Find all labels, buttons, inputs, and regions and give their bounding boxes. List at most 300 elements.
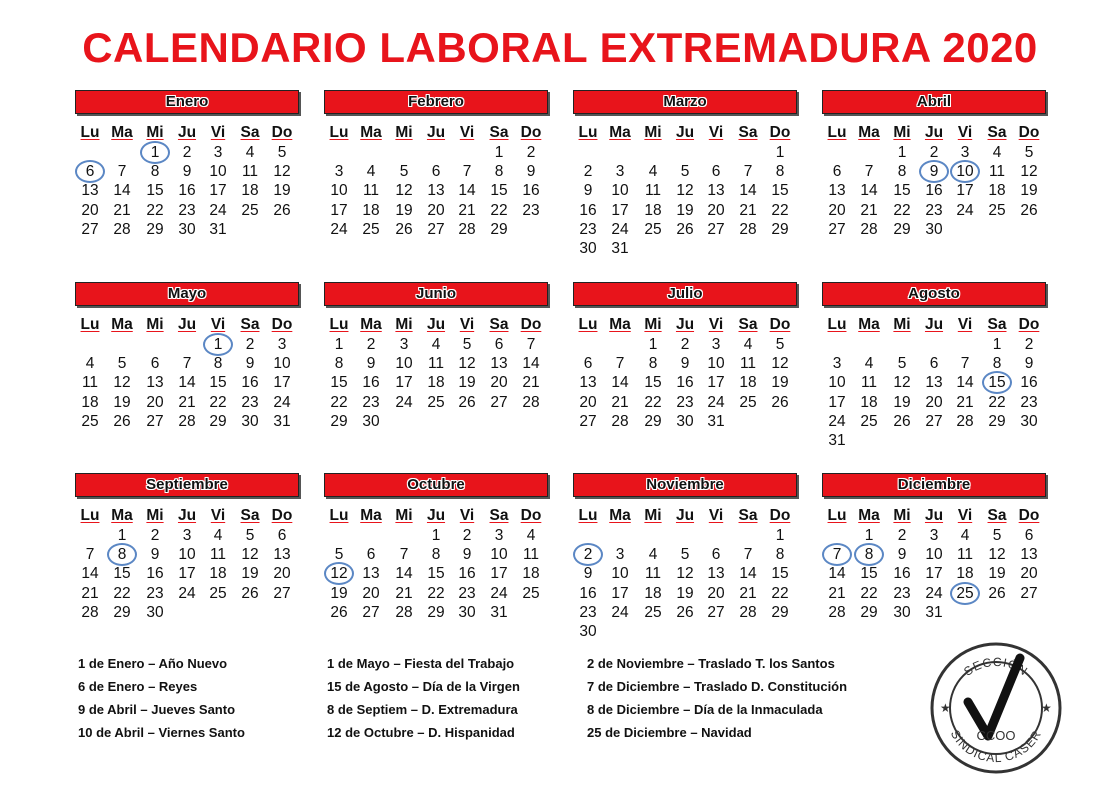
day: 7 xyxy=(864,163,874,181)
weekday-label: Ma xyxy=(609,316,631,333)
weekday-label: Sa xyxy=(987,316,1007,333)
day: 27 xyxy=(490,393,508,411)
day: 22 xyxy=(771,584,789,602)
month-octubre xyxy=(324,473,548,643)
weekday-label: Do xyxy=(271,507,293,524)
weekday-label: Lu xyxy=(80,124,100,141)
day: 9 xyxy=(462,546,472,564)
day: 25 xyxy=(362,220,380,238)
day: 10 xyxy=(707,355,725,373)
day: 2 xyxy=(245,336,255,353)
day: 30 xyxy=(241,412,259,430)
day: 1 xyxy=(334,336,344,353)
day: 21 xyxy=(860,201,878,219)
weekday-label: Mi xyxy=(146,507,164,524)
day: 14 xyxy=(828,565,846,583)
day: 11 xyxy=(644,565,662,583)
month-abril xyxy=(822,90,1046,260)
day: 12 xyxy=(458,355,476,373)
holiday-entry: 6 de Enero – Reyes xyxy=(78,679,198,694)
day: 5 xyxy=(245,527,255,544)
day: 31 xyxy=(707,412,725,430)
day: 17 xyxy=(273,374,291,392)
month-enero xyxy=(75,90,299,260)
day: 8 xyxy=(213,355,223,373)
day: 24 xyxy=(707,393,725,411)
day: 31 xyxy=(925,603,943,621)
weekday-label: Do xyxy=(769,124,791,141)
weekday-label: Lu xyxy=(827,507,847,524)
weekday-label: Lu xyxy=(329,316,349,333)
day: 22 xyxy=(427,584,445,602)
day: 12 xyxy=(893,374,911,392)
day: 15 xyxy=(893,182,911,200)
day: 8 xyxy=(431,546,441,564)
day: 3 xyxy=(615,163,625,181)
day: 18 xyxy=(241,182,259,200)
day: 29 xyxy=(893,220,911,238)
weekday-label: Mi xyxy=(395,124,413,141)
day: 14 xyxy=(178,374,196,392)
day: 1 xyxy=(775,144,785,161)
day: 7 xyxy=(743,163,753,181)
month-header xyxy=(324,473,548,497)
day: 23 xyxy=(676,393,694,411)
weekday-label: Vi xyxy=(708,316,724,333)
day: 29 xyxy=(427,603,445,621)
ccoo-stamp-logo xyxy=(928,640,1064,776)
day: 8 xyxy=(648,355,658,373)
day: 10 xyxy=(611,565,629,583)
weekday-label: Sa xyxy=(489,507,509,524)
weekday-label: Lu xyxy=(329,507,349,524)
day: 28 xyxy=(113,220,131,238)
day: 19 xyxy=(395,201,413,219)
day: 13 xyxy=(81,182,99,200)
day: 25 xyxy=(860,412,878,430)
day: 1 xyxy=(494,144,504,161)
holiday-entry: 1 de Enero – Año Nuevo xyxy=(78,656,228,671)
month-header xyxy=(324,282,548,306)
day: 4 xyxy=(648,546,658,564)
day: 28 xyxy=(739,603,757,621)
holiday-day: 15 xyxy=(982,371,1012,394)
day: 1 xyxy=(992,336,1002,353)
day: 14 xyxy=(395,565,413,583)
day: 14 xyxy=(522,355,540,373)
day: 11 xyxy=(988,163,1006,181)
weekday-label: Ma xyxy=(111,316,133,333)
day: 7 xyxy=(462,163,472,181)
page-title: CALENDARIO LABORAL EXTREMADURA 2020 xyxy=(82,24,1038,71)
day: 29 xyxy=(644,412,662,430)
day: 19 xyxy=(676,584,694,602)
day: 5 xyxy=(680,546,690,564)
month-agosto xyxy=(822,282,1046,452)
weekday-label: Vi xyxy=(459,507,475,524)
day: 18 xyxy=(956,565,974,583)
day: 22 xyxy=(893,201,911,219)
weekday-label: Vi xyxy=(708,124,724,141)
holiday-day: 8 xyxy=(854,543,884,566)
day: 27 xyxy=(925,412,943,430)
day: 15 xyxy=(330,374,348,392)
day: 10 xyxy=(330,182,348,200)
weekday-label: Sa xyxy=(738,507,758,524)
day: 22 xyxy=(860,584,878,602)
day: 6 xyxy=(366,546,376,564)
day: 3 xyxy=(615,546,625,564)
day: 27 xyxy=(362,603,380,621)
day: 2 xyxy=(462,527,472,544)
day: 1 xyxy=(897,144,907,161)
day: 9 xyxy=(583,565,593,583)
day: 10 xyxy=(273,355,291,373)
day: 25 xyxy=(209,584,227,602)
month-header xyxy=(822,282,1046,306)
day: 6 xyxy=(431,163,441,181)
day: 5 xyxy=(1024,144,1034,161)
day: 23 xyxy=(362,393,380,411)
day: 26 xyxy=(395,220,413,238)
day: 4 xyxy=(366,163,376,181)
holiday-entry: 25 de Diciembre – Navidad xyxy=(587,725,752,740)
day: 11 xyxy=(241,163,259,181)
day: 7 xyxy=(960,355,970,373)
day: 30 xyxy=(579,240,597,257)
day: 29 xyxy=(771,603,789,621)
day: 20 xyxy=(273,565,291,583)
weekday-label: Do xyxy=(1018,507,1040,524)
month-header xyxy=(573,282,797,306)
day: 31 xyxy=(828,432,846,449)
day: 29 xyxy=(113,603,131,621)
weekday-label: Lu xyxy=(827,316,847,333)
day: 31 xyxy=(273,412,291,430)
day: 4 xyxy=(431,336,441,353)
day: 17 xyxy=(956,182,974,200)
weekday-label: Do xyxy=(271,124,293,141)
day: 23 xyxy=(1020,393,1038,411)
day: 13 xyxy=(273,546,291,564)
weekday-label: Ju xyxy=(675,124,695,141)
day: 8 xyxy=(494,163,504,181)
month-name: Septiembre xyxy=(146,476,228,493)
day: 4 xyxy=(213,527,223,544)
day: 19 xyxy=(113,393,131,411)
day: 23 xyxy=(241,393,259,411)
day: 12 xyxy=(395,182,413,200)
day: 22 xyxy=(988,393,1006,411)
day: 25 xyxy=(644,603,662,621)
day: 20 xyxy=(146,393,164,411)
day: 25 xyxy=(522,584,540,602)
svg-text:CCOO: CCOO xyxy=(976,728,1016,743)
month-noviembre xyxy=(573,473,797,643)
month-name: Agosto xyxy=(908,285,960,302)
svg-text:★: ★ xyxy=(1041,701,1052,715)
day: 28 xyxy=(611,412,629,430)
day: 20 xyxy=(81,201,99,219)
day: 30 xyxy=(1020,412,1038,430)
svg-text:SINDICAL CASER: SINDICAL CASER xyxy=(947,727,1045,766)
day: 17 xyxy=(209,182,227,200)
holiday-entry: 2 de Noviembre – Traslado T. los Santos xyxy=(587,656,835,671)
day: 10 xyxy=(490,546,508,564)
weekday-label: Lu xyxy=(80,507,100,524)
day: 14 xyxy=(739,182,757,200)
day: 9 xyxy=(897,546,907,564)
day: 26 xyxy=(241,584,259,602)
weekday-label: Ju xyxy=(924,124,944,141)
day: 19 xyxy=(893,393,911,411)
day: 5 xyxy=(277,144,287,161)
day: 17 xyxy=(178,565,196,583)
holiday-entry: 8 de Septiem – D. Extremadura xyxy=(327,702,518,717)
month-febrero xyxy=(324,90,548,260)
day: 6 xyxy=(494,336,504,353)
svg-text:★: ★ xyxy=(940,701,951,715)
day: 9 xyxy=(1024,355,1034,373)
day: 22 xyxy=(113,584,131,602)
day: 13 xyxy=(707,565,725,583)
day: 2 xyxy=(583,163,593,181)
day: 25 xyxy=(739,393,757,411)
day: 3 xyxy=(182,527,192,544)
day: 18 xyxy=(209,565,227,583)
holiday-entry: 9 de Abril – Jueves Santo xyxy=(78,702,236,717)
day: 26 xyxy=(676,603,694,621)
day: 16 xyxy=(925,182,943,200)
holiday-entry: 7 de Diciembre – Traslado D. Constitución xyxy=(587,679,848,694)
day: 24 xyxy=(490,584,508,602)
day: 7 xyxy=(85,546,95,564)
weekday-label: Vi xyxy=(459,124,475,141)
day: 5 xyxy=(399,163,409,181)
day: 18 xyxy=(860,393,878,411)
day: 15 xyxy=(771,182,789,200)
day: 7 xyxy=(615,355,625,373)
weekday-label: Mi xyxy=(395,507,413,524)
month-name: Julio xyxy=(667,285,703,302)
month-header xyxy=(75,90,299,114)
day: 10 xyxy=(828,374,846,392)
day: 29 xyxy=(209,412,227,430)
weekday-label: Do xyxy=(769,507,791,524)
month-diciembre xyxy=(822,473,1046,643)
holiday-day: 10 xyxy=(950,160,980,183)
day: 30 xyxy=(458,603,476,621)
day: 12 xyxy=(273,163,291,181)
month-name: Octubre xyxy=(407,476,465,493)
day: 10 xyxy=(209,163,227,181)
weekday-label: Ma xyxy=(858,124,880,141)
day: 7 xyxy=(182,355,192,373)
day: 19 xyxy=(330,584,348,602)
day: 18 xyxy=(644,584,662,602)
weekday-label: Vi xyxy=(459,316,475,333)
day: 16 xyxy=(893,565,911,583)
day: 14 xyxy=(113,182,131,200)
day: 28 xyxy=(178,412,196,430)
weekday-label: Mi xyxy=(395,316,413,333)
day: 30 xyxy=(146,603,164,621)
day: 8 xyxy=(992,355,1002,373)
weekday-label: Ju xyxy=(924,316,944,333)
weekday-label: Vi xyxy=(957,316,973,333)
month-name: Diciembre xyxy=(897,476,971,493)
day: 3 xyxy=(929,527,939,544)
day: 26 xyxy=(676,220,694,238)
day: 16 xyxy=(522,182,540,200)
day: 4 xyxy=(526,527,536,544)
day: 1 xyxy=(648,336,658,353)
day: 4 xyxy=(743,336,753,353)
weekday-label: Do xyxy=(1018,316,1040,333)
day: 23 xyxy=(893,584,911,602)
weekday-label: Sa xyxy=(240,507,260,524)
day: 14 xyxy=(458,182,476,200)
weekday-label: Ma xyxy=(111,507,133,524)
day: 24 xyxy=(273,393,291,411)
day: 19 xyxy=(771,374,789,392)
day: 13 xyxy=(362,565,380,583)
day: 12 xyxy=(113,374,131,392)
day: 5 xyxy=(680,163,690,181)
day: 30 xyxy=(676,412,694,430)
day: 21 xyxy=(828,584,846,602)
day: 17 xyxy=(611,584,629,602)
day: 22 xyxy=(209,393,227,411)
day: 5 xyxy=(775,336,785,353)
weekday-label: Lu xyxy=(827,124,847,141)
month-header xyxy=(822,473,1046,497)
day: 8 xyxy=(334,355,344,373)
weekday-label: Sa xyxy=(738,316,758,333)
day: 2 xyxy=(1024,336,1034,353)
day: 15 xyxy=(209,374,227,392)
weekday-label: Ju xyxy=(177,316,197,333)
day: 9 xyxy=(366,355,376,373)
day: 18 xyxy=(522,565,540,583)
weekday-label: Ju xyxy=(675,507,695,524)
weekday-label: Mi xyxy=(893,316,911,333)
holiday-column xyxy=(78,652,245,744)
day: 28 xyxy=(860,220,878,238)
day: 22 xyxy=(771,201,789,219)
day: 4 xyxy=(85,355,95,373)
weekday-label: Do xyxy=(520,124,542,141)
day: 24 xyxy=(828,412,846,430)
weekday-label: Mi xyxy=(893,507,911,524)
day: 21 xyxy=(395,584,413,602)
day: 31 xyxy=(611,240,629,257)
day: 11 xyxy=(81,374,99,392)
day: 6 xyxy=(832,163,842,181)
day: 24 xyxy=(925,584,943,602)
day: 12 xyxy=(771,355,789,373)
day: 14 xyxy=(956,374,974,392)
day: 8 xyxy=(775,163,785,181)
day: 9 xyxy=(150,546,160,564)
day: 15 xyxy=(490,182,508,200)
day: 27 xyxy=(146,412,164,430)
day: 16 xyxy=(458,565,476,583)
weekday-label: Vi xyxy=(210,316,226,333)
day: 18 xyxy=(644,201,662,219)
day: 3 xyxy=(960,144,970,161)
day: 19 xyxy=(458,374,476,392)
day: 6 xyxy=(711,546,721,564)
day: 20 xyxy=(1020,565,1038,583)
day: 13 xyxy=(1020,546,1038,564)
day: 14 xyxy=(860,182,878,200)
day: 10 xyxy=(611,182,629,200)
holiday-entry: 12 de Octubre – D. Hispanidad xyxy=(327,725,515,740)
day: 3 xyxy=(832,355,842,373)
weekday-label: Ma xyxy=(360,316,382,333)
day: 27 xyxy=(579,412,597,430)
day: 11 xyxy=(644,182,662,200)
day: 25 xyxy=(241,201,259,219)
holiday-day: 1 xyxy=(203,333,233,356)
day: 12 xyxy=(1020,163,1038,181)
day: 13 xyxy=(427,182,445,200)
day: 18 xyxy=(739,374,757,392)
day: 25 xyxy=(644,220,662,238)
day: 11 xyxy=(739,355,757,373)
day: 21 xyxy=(611,393,629,411)
day: 17 xyxy=(395,374,413,392)
day: 14 xyxy=(81,565,99,583)
day: 2 xyxy=(929,144,939,161)
weekday-label: Ju xyxy=(177,124,197,141)
day: 13 xyxy=(490,355,508,373)
weekday-label: Ju xyxy=(177,507,197,524)
day: 27 xyxy=(1020,584,1038,602)
day: 14 xyxy=(739,565,757,583)
day: 9 xyxy=(245,355,255,373)
day: 7 xyxy=(743,546,753,564)
day: 4 xyxy=(960,527,970,544)
day: 22 xyxy=(146,201,164,219)
weekday-label: Ma xyxy=(609,124,631,141)
day: 14 xyxy=(611,374,629,392)
day: 8 xyxy=(775,546,785,564)
day: 27 xyxy=(707,220,725,238)
day: 15 xyxy=(771,565,789,583)
weekday-label: Mi xyxy=(644,507,662,524)
day: 11 xyxy=(522,546,540,564)
day: 28 xyxy=(828,603,846,621)
day: 2 xyxy=(366,336,376,353)
holiday-day: 2 xyxy=(573,543,603,566)
weekday-label: Vi xyxy=(210,124,226,141)
weekday-label: Lu xyxy=(329,124,349,141)
day: 25 xyxy=(427,393,445,411)
day: 19 xyxy=(988,565,1006,583)
day: 21 xyxy=(739,584,757,602)
day: 20 xyxy=(427,201,445,219)
holiday-day: 6 xyxy=(75,160,105,183)
day: 9 xyxy=(680,355,690,373)
month-header xyxy=(324,90,548,114)
day: 28 xyxy=(739,220,757,238)
day: 11 xyxy=(209,546,227,564)
day: 26 xyxy=(330,603,348,621)
day: 6 xyxy=(277,527,287,544)
day: 17 xyxy=(490,565,508,583)
